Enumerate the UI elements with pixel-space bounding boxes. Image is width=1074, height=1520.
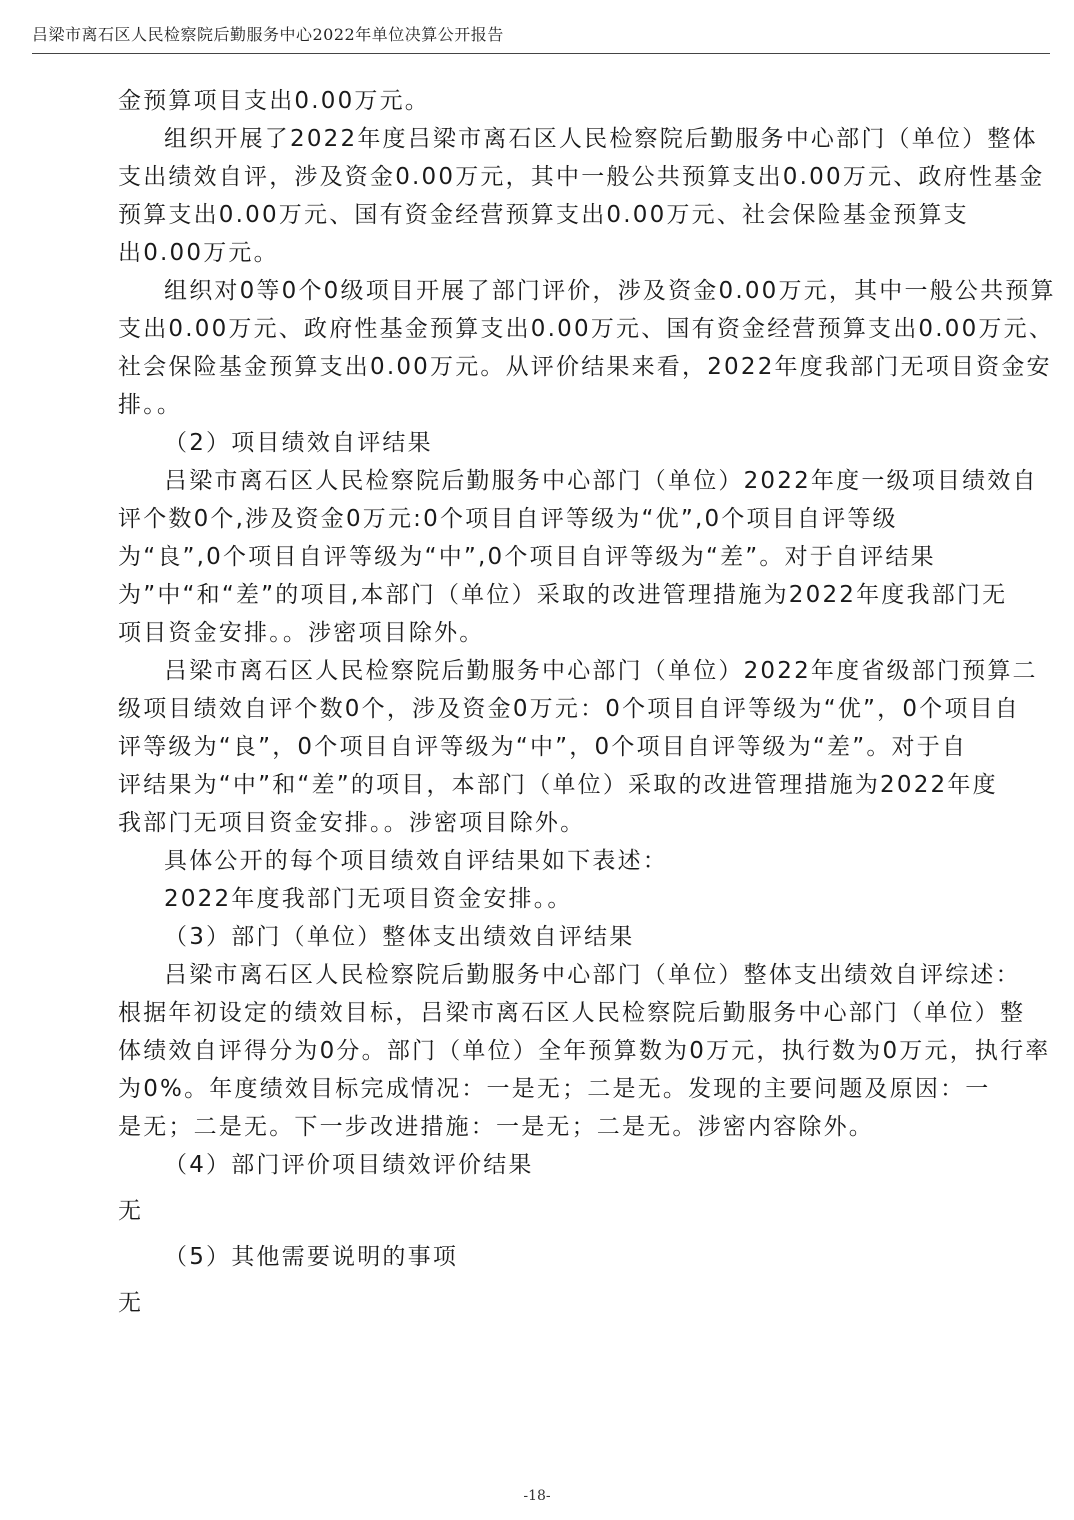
paragraph-line: 体绩效自评得分为0分。部门（单位）全年预算数为0万元，执行数为0万元，执行率 xyxy=(118,1038,1051,1064)
paragraph-line: 预算支出0.00万元、国有资金经营预算支出0.00万元、社会保险基金预算支 xyxy=(118,202,969,228)
paragraph-line: 组织开展了2022年度吕梁市离石区人民检察院后勤服务中心部门（单位）整体 xyxy=(164,126,1038,152)
paragraph-line: 组织对0等0个0级项目开展了部门评价，涉及资金0.00万元，其中一般公共预算 xyxy=(164,278,1056,304)
section-heading: （5）其他需要说明的事项 xyxy=(164,1244,459,1270)
paragraph-line: 2022年度我部门无项目资金安排。。 xyxy=(164,886,573,912)
paragraph-line: 我部门无项目资金安排。。涉密项目除外。 xyxy=(118,810,586,836)
paragraph-line: 排。。 xyxy=(118,392,183,418)
paragraph-line: 项目资金安排。。涉密项目除外。 xyxy=(118,620,485,646)
paragraph-line: 为0%。年度绩效目标完成情况：一是无；二是无。发现的主要问题及原因：一 xyxy=(118,1076,991,1102)
page-header-title: 吕梁市离石区人民检察院后勤服务中心2022年单位决算公开报告 xyxy=(32,25,504,44)
section-heading: （4）部门评价项目绩效评价结果 xyxy=(164,1152,534,1178)
paragraph-line: 吕梁市离石区人民检察院后勤服务中心部门（单位）整体支出绩效自评综述： xyxy=(164,962,1021,988)
section-heading: （2）项目绩效自评结果 xyxy=(164,430,433,456)
paragraph-line: 无 xyxy=(118,1290,144,1316)
paragraph-line: 为”中“和“差”的项目,本部门（单位）采取的改进管理措施为2022年度我部门无 xyxy=(118,582,1008,608)
paragraph-line: 无 xyxy=(118,1198,144,1224)
page-number: -18- xyxy=(523,1488,551,1504)
paragraph-line: 是无；二是无。下一步改进措施：一是无；二是无。涉密内容除外。 xyxy=(118,1114,874,1140)
paragraph-line: 吕梁市离石区人民检察院后勤服务中心部门（单位）2022年度省级部门预算二 xyxy=(164,658,1038,684)
paragraph-line: 评结果为“中”和“差”的项目，本部门（单位）采取的改进管理措施为2022年度 xyxy=(118,772,998,798)
paragraph-line: 级项目绩效自评个数0个，涉及资金0万元：0个项目自评等级为“优”，0个项目自 xyxy=(118,696,1020,722)
paragraph-line: 根据年初设定的绩效目标，吕梁市离石区人民检察院后勤服务中心部门（单位）整 xyxy=(118,1000,1026,1026)
paragraph-line: 金预算项目支出0.00万元。 xyxy=(118,88,431,114)
paragraph-line: 具体公开的每个项目绩效自评结果如下表述： xyxy=(164,848,668,874)
paragraph-line: 吕梁市离石区人民检察院后勤服务中心部门（单位）2022年度一级项目绩效自 xyxy=(164,468,1038,494)
paragraph-line: 支出0.00万元、政府性基金预算支出0.00万元、国有资金经营预算支出0.00万元、 xyxy=(118,316,1055,342)
paragraph-line: 评等级为“良”，0个项目自评等级为“中”，0个项目自评等级为“差”。对于自 xyxy=(118,734,968,760)
paragraph-line: 社会保险基金预算支出0.00万元。从评价结果来看，2022年度我部门无项目资金安 xyxy=(118,354,1052,380)
header-divider xyxy=(32,53,1050,54)
paragraph-line: 评个数0个,涉及资金0万元:0个项目自评等级为“优”,0个项目自评等级 xyxy=(118,506,898,532)
paragraph-line: 出0.00万元。 xyxy=(118,240,279,266)
document-body xyxy=(118,82,1056,1322)
paragraph-line: 支出绩效自评，涉及资金0.00万元，其中一般公共预算支出0.00万元、政府性基金 xyxy=(118,164,1045,190)
paragraph-line: 为“良”,0个项目自评等级为“中”,0个项目自评等级为“差”。对于自评结果 xyxy=(118,544,936,570)
section-heading: （3）部门（单位）整体支出绩效自评结果 xyxy=(164,924,635,950)
